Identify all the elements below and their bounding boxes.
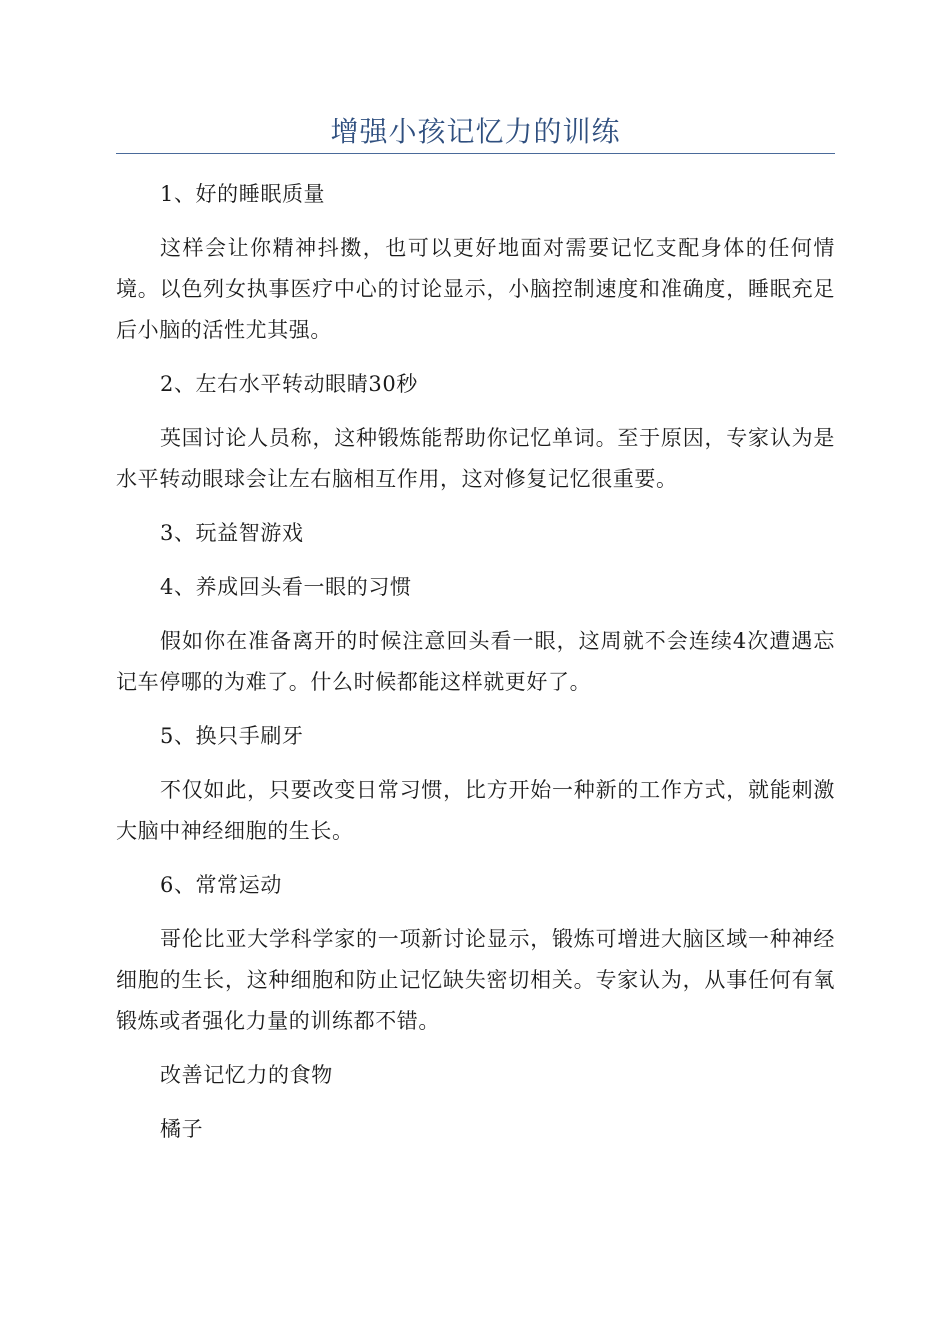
heading-exercise: 6、常常运动 [160, 873, 282, 897]
paragraph-sleep-quality: 这样会让你精神抖擞，也可以更好地面对需要记忆支配身体的任何情境。以色列女执事医疗中心的讨论显示，小脑控制速度和准确度，睡眠充足后小脑的活性尤其强。 [116, 236, 835, 342]
item-orange: 橘子 [160, 1117, 204, 1141]
paragraph-eye-movement: 英国讨论人员称，这种锻炼能帮助你记忆单词。至于原因，专家认为是水平转动眼球会让左右脑相互作用，这对修复记忆很重要。 [116, 426, 835, 491]
paragraph-switch-hand-brushing: 不仅如此，只要改变日常习惯，比方开始一种新的工作方式，就能刺激大脑中神经细胞的生长。 [116, 778, 835, 843]
title-underline [116, 153, 835, 154]
heading-switch-hand-brushing: 5、换只手刷牙 [160, 724, 304, 748]
paragraph-exercise: 哥伦比亚大学科学家的一项新讨论显示，锻炼可增进大脑区域一种神经细胞的生长，这种细胞和防止记忆缺失密切相关。专家认为，从事任何有氧锻炼或者强化力量的训练都不错。 [116, 927, 835, 1033]
heading-look-back-habit: 4、养成回头看一眼的习惯 [160, 575, 412, 599]
document-title: 增强小孩记忆力的训练 [330, 115, 621, 148]
heading-memory-foods: 改善记忆力的食物 [160, 1063, 333, 1087]
document-body [116, 174, 835, 1163]
heading-puzzle-games: 3、玩益智游戏 [160, 521, 304, 545]
heading-sleep-quality: 1、好的睡眠质量 [160, 182, 326, 206]
heading-eye-movement: 2、左右水平转动眼睛30秒 [160, 372, 418, 396]
paragraph-look-back-habit: 假如你在准备离开的时候注意回头看一眼，这周就不会连续4次遭遇忘记车停哪的为难了。什么时候都能这样就更好了。 [116, 629, 835, 694]
